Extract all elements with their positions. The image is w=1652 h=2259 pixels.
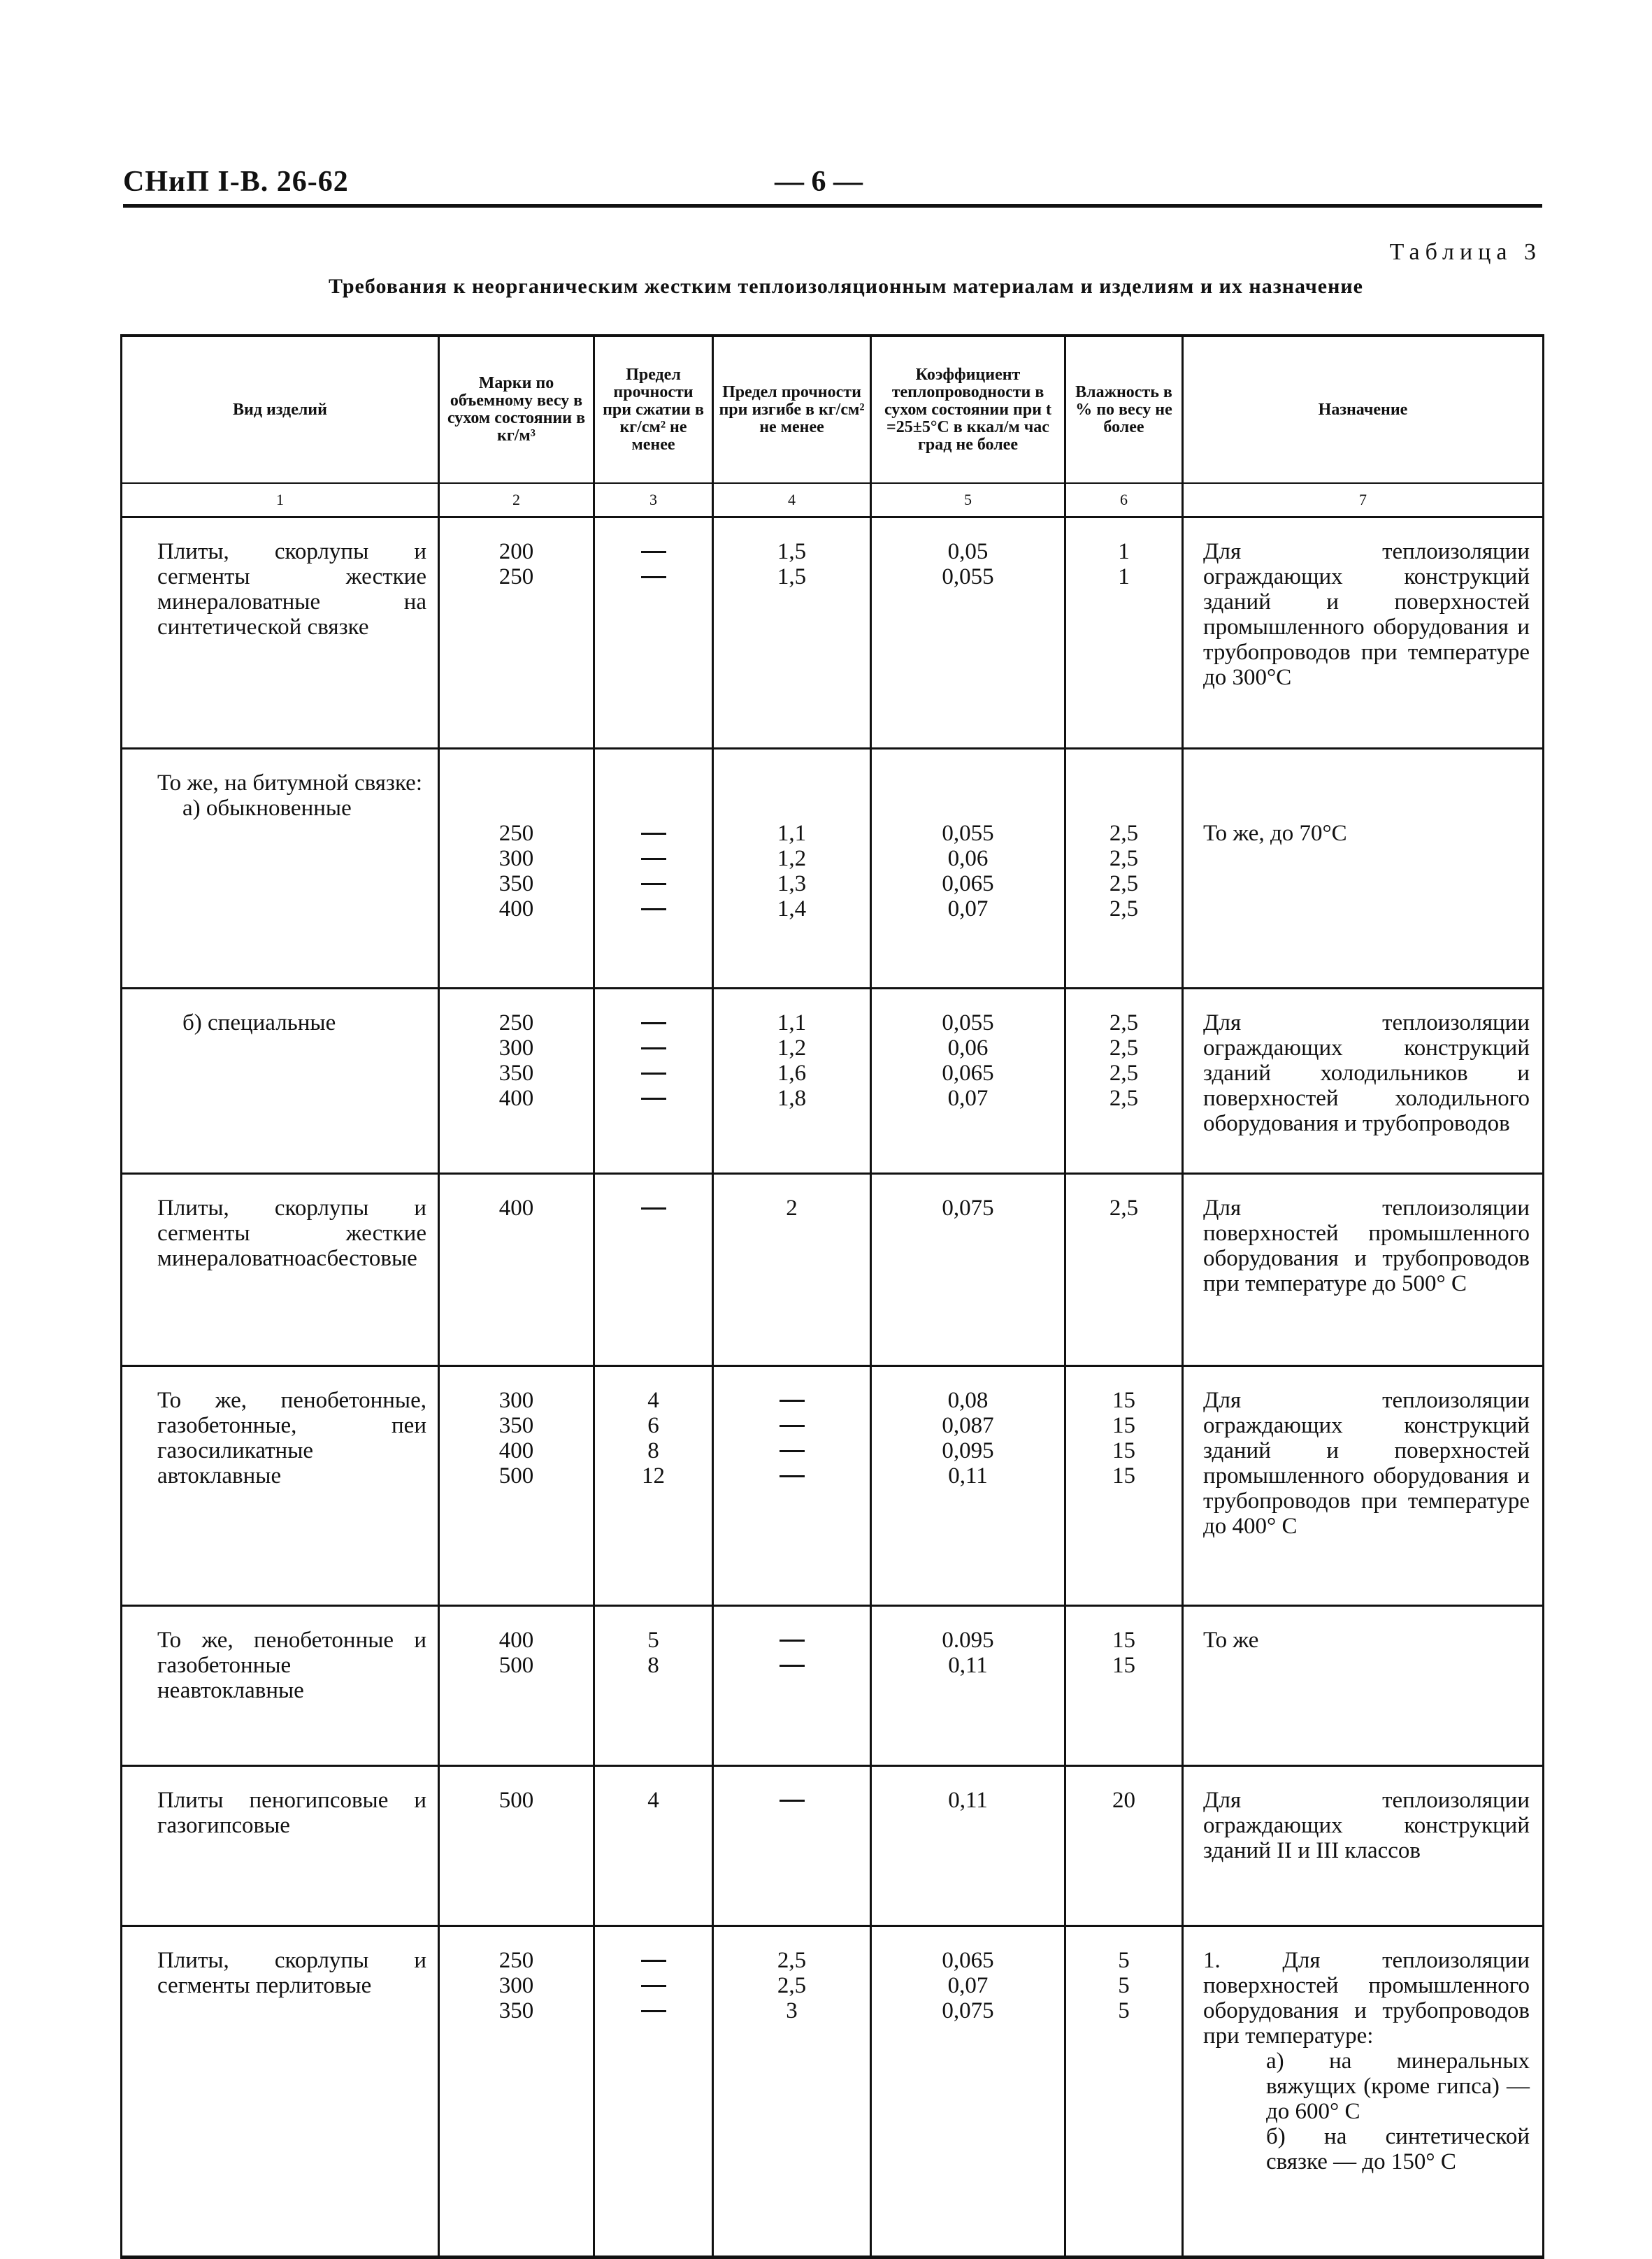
cell-moisture (1065, 1366, 1183, 1606)
kind-text: Плиты, скорлупы и сегменты жесткие минераловатноасбестовые (157, 1196, 426, 1271)
cell-value: 1 (1118, 539, 1130, 564)
dash-mark (641, 1098, 666, 1100)
spacer (1066, 770, 1181, 796)
cell-kind (122, 517, 439, 749)
cell-value: 15 (1112, 1653, 1135, 1678)
table-label: Таблица 3 (1389, 239, 1542, 265)
cell-value: 15 (1112, 1628, 1135, 1653)
cell-compression (594, 1174, 713, 1366)
cell-bending (713, 989, 871, 1174)
column-number: 7 (1183, 483, 1544, 517)
dash-mark (641, 908, 666, 910)
cell-value (714, 1413, 870, 1438)
spacer (440, 796, 593, 821)
kind-text: Плиты пеногипсовые и газогипсовые (157, 1788, 426, 1838)
col-header-compression: Предел прочности при сжатии в кг/см² не менее (594, 336, 713, 483)
cell-value: 0,055 (942, 564, 994, 589)
dash-mark (780, 1665, 805, 1667)
purpose-text: Для теплоизоляции ограждающих конструкций зданий II и III классов (1203, 1788, 1530, 1863)
dash-mark (641, 883, 666, 885)
requirements-table (120, 334, 1544, 2259)
cell-value: 0,087 (942, 1413, 994, 1438)
cell-value: 0,11 (948, 1463, 988, 1489)
spacer (1203, 796, 1530, 821)
cell-value: 200 (498, 539, 534, 564)
kind-text: То же, пенобетонные и газобетонные неавтоклавные (157, 1628, 426, 1703)
dash-mark (641, 1207, 666, 1210)
cell-value: 400 (498, 1438, 534, 1463)
cell-compression (594, 1926, 713, 2258)
cell-value: 350 (498, 1413, 534, 1438)
cell-purpose (1183, 517, 1544, 749)
spacer (1203, 770, 1530, 796)
cell-value (595, 896, 712, 921)
cell-value: 5 (1118, 1948, 1130, 1973)
kind-text: То же, на битумной связке: (157, 770, 422, 796)
cell-value (714, 1463, 870, 1489)
dash-mark (780, 1400, 805, 1402)
table-row (122, 1926, 1544, 2258)
cell-value: 2,5 (1109, 1010, 1139, 1035)
cell-value: 350 (498, 1061, 534, 1086)
dash-mark (641, 1073, 666, 1075)
cell-marks (439, 1766, 594, 1926)
cell-conductivity (871, 1366, 1065, 1606)
cell-moisture (1065, 989, 1183, 1174)
cell-value: 1,5 (777, 539, 807, 564)
cell-value: 0,055 (942, 821, 994, 846)
cell-bending (713, 1174, 871, 1366)
cell-value: 250 (498, 1010, 534, 1035)
cell-value: 0,11 (948, 1788, 988, 1813)
dash-mark (780, 1640, 805, 1642)
column-number: 2 (439, 483, 594, 517)
cell-conductivity (871, 1766, 1065, 1926)
spacer (714, 796, 870, 821)
cell-value: 15 (1112, 1438, 1135, 1463)
table-row (122, 749, 1544, 989)
cell-compression (594, 1606, 713, 1766)
cell-value (595, 1948, 712, 1973)
cell-value: 1 (1118, 564, 1130, 589)
cell-value: 0.095 (942, 1628, 994, 1653)
cell-marks (439, 1926, 594, 2258)
kind-text: Плиты, скорлупы и сегменты перлитовые (157, 1948, 426, 1998)
cell-value: 0,07 (947, 1086, 989, 1111)
cell-compression (594, 517, 713, 749)
purpose-sub-b: б) на синтетической связке — до 150° С (1266, 2124, 1530, 2174)
cell-value: 1,5 (777, 564, 807, 589)
cell-moisture (1065, 1606, 1183, 1766)
cell-value (595, 846, 712, 871)
col-header-moisture: Влажность в % по весу не более (1065, 336, 1183, 483)
cell-value: 15 (1112, 1463, 1135, 1489)
cell-moisture (1065, 749, 1183, 989)
cell-value: 0,065 (942, 871, 994, 896)
cell-value: 4 (647, 1388, 659, 1413)
cell-value: 1,4 (777, 896, 807, 921)
cell-value: 0,065 (942, 1948, 994, 1973)
column-number: 5 (871, 483, 1065, 517)
purpose-text: То же (1203, 1628, 1259, 1653)
dash-mark (641, 551, 666, 553)
cell-value: 300 (498, 1973, 534, 1998)
dash-mark (780, 1450, 805, 1452)
purpose-text: Для теплоизоляции ограждающих конструкций зданий и поверхностей промышленного оборудования и трубопроводов при температуре до 400° С (1203, 1388, 1530, 1539)
cell-purpose (1183, 1174, 1544, 1366)
cell-moisture (1065, 1174, 1183, 1366)
cell-value: 350 (498, 1998, 534, 2023)
column-number: 4 (713, 483, 871, 517)
cell-value: 2,5 (1109, 871, 1139, 896)
cell-value: 4 (647, 1788, 659, 1813)
cell-conductivity (871, 517, 1065, 749)
cell-value: 0,065 (942, 1061, 994, 1086)
header-rule (123, 204, 1542, 208)
cell-value: 400 (498, 896, 534, 921)
cell-value: 1,2 (777, 1035, 807, 1061)
column-number: 3 (594, 483, 713, 517)
cell-marks (439, 989, 594, 1174)
col-header-kind: Вид изделий (122, 336, 439, 483)
cell-value (714, 1628, 870, 1653)
cell-marks (439, 1366, 594, 1606)
cell-value (714, 1788, 870, 1813)
cell-kind (122, 1606, 439, 1766)
cell-value: 12 (642, 1463, 665, 1489)
kind-text: То же, пенобетонные, газобетонные, пеи газосиликатные автоклавные (157, 1388, 426, 1489)
cell-value (595, 564, 712, 589)
cell-kind (122, 989, 439, 1174)
cell-value: 0,075 (942, 1196, 994, 1221)
cell-value: 0,08 (947, 1388, 989, 1413)
spacer (872, 796, 1064, 821)
cell-value: 0,07 (947, 1973, 989, 1998)
cell-value: 300 (498, 846, 534, 871)
cell-value: 500 (498, 1463, 534, 1489)
cell-value: 2,5 (1109, 1086, 1139, 1111)
cell-kind (122, 1366, 439, 1606)
cell-purpose (1183, 1926, 1544, 2258)
cell-value: 2,5 (777, 1973, 807, 1998)
cell-value: 250 (498, 1948, 534, 1973)
cell-value (595, 1086, 712, 1111)
cell-compression (594, 989, 713, 1174)
spacer (440, 770, 593, 796)
cell-compression (594, 1766, 713, 1926)
cell-value: 1,8 (777, 1086, 807, 1111)
cell-value: 8 (647, 1653, 659, 1678)
cell-value: 15 (1112, 1413, 1135, 1438)
cell-value: 1,1 (777, 1010, 807, 1035)
dash-mark (641, 2010, 666, 2012)
dash-mark (641, 1960, 666, 1962)
cell-value (595, 871, 712, 896)
dash-mark (641, 1985, 666, 1987)
cell-value: 1,6 (777, 1061, 807, 1086)
cell-bending (713, 749, 871, 989)
dash-mark (641, 576, 666, 578)
cell-value (595, 1035, 712, 1061)
dash-mark (641, 1047, 666, 1049)
purpose-sub-a: а) на минеральных вяжущих (кроме гипса) — до 600° С (1266, 2049, 1530, 2124)
cell-value: 2 (786, 1196, 798, 1221)
cell-value (595, 1061, 712, 1086)
table-row (122, 1366, 1544, 1606)
cell-value (595, 821, 712, 846)
dash-mark (641, 858, 666, 860)
cell-purpose (1183, 1606, 1544, 1766)
cell-value: 0,075 (942, 1998, 994, 2023)
cell-purpose (1183, 1366, 1544, 1606)
dash-mark (780, 1475, 805, 1477)
spacer (1066, 796, 1181, 821)
cell-value (714, 1438, 870, 1463)
table-row (122, 1606, 1544, 1766)
cell-bending (713, 1926, 871, 2258)
cell-value: 6 (647, 1413, 659, 1438)
table-row (122, 1766, 1544, 1926)
cell-conductivity (871, 749, 1065, 989)
table-row (122, 1174, 1544, 1366)
cell-value: 0,06 (947, 1035, 989, 1061)
cell-bending (713, 1606, 871, 1766)
kind-text: Плиты, скорлупы и сегменты жесткие минераловатные на синтетической связке (157, 539, 426, 640)
cell-value: 5 (647, 1628, 659, 1653)
column-number-row (122, 483, 1544, 517)
cell-value: 2,5 (1109, 846, 1139, 871)
cell-value: 0,055 (942, 1010, 994, 1035)
cell-kind (122, 1926, 439, 2258)
spacer (872, 770, 1064, 796)
cell-value: 0,095 (942, 1438, 994, 1463)
cell-value: 5 (1118, 1973, 1130, 1998)
cell-conductivity (871, 1174, 1065, 1366)
col-header-purpose: Назначение (1183, 336, 1544, 483)
table-row (122, 517, 1544, 749)
cell-purpose (1183, 749, 1544, 989)
document-code: СНиП I-В. 26-62 (123, 166, 349, 198)
dash-mark (780, 1800, 805, 1802)
cell-marks (439, 1174, 594, 1366)
cell-value: 300 (498, 1388, 534, 1413)
cell-purpose (1183, 1766, 1544, 1926)
purpose-text: То же, до 70°С (1203, 821, 1347, 846)
cell-value: 2,5 (1109, 821, 1139, 846)
cell-value (714, 1388, 870, 1413)
dash-mark (641, 1022, 666, 1024)
cell-value: 3 (786, 1998, 798, 2023)
cell-moisture (1065, 1926, 1183, 2258)
cell-conductivity (871, 1606, 1065, 1766)
page-number: — 6 — (775, 166, 863, 198)
cell-compression (594, 1366, 713, 1606)
cell-value: 1,3 (777, 871, 807, 896)
cell-value: 300 (498, 1035, 534, 1061)
cell-marks (439, 1606, 594, 1766)
cell-value (714, 1653, 870, 1678)
cell-value: 250 (498, 564, 534, 589)
purpose-text: Для теплоизоляции поверхностей промышленного оборудования и трубопроводов при температуре до 500° С (1203, 1196, 1530, 1296)
cell-value: 400 (498, 1086, 534, 1111)
cell-kind (122, 1174, 439, 1366)
dash-mark (641, 833, 666, 835)
spacer (714, 770, 870, 796)
cell-value: 2,5 (1109, 1035, 1139, 1061)
cell-bending (713, 1366, 871, 1606)
cell-value: 500 (498, 1653, 534, 1678)
cell-value: 500 (498, 1788, 534, 1813)
cell-value: 400 (498, 1628, 534, 1653)
col-header-bending: Предел прочности при изгибе в кг/см² не менее (713, 336, 871, 483)
column-number: 1 (122, 483, 439, 517)
cell-value: 0,07 (947, 896, 989, 921)
spacer (595, 796, 712, 821)
cell-conductivity (871, 1926, 1065, 2258)
dash-mark (780, 1425, 805, 1427)
cell-value: 250 (498, 821, 534, 846)
spacer (595, 770, 712, 796)
kind-subtext: а) обыкновенные (182, 796, 352, 821)
cell-value: 1,1 (777, 821, 807, 846)
cell-value: 400 (498, 1196, 534, 1221)
cell-bending (713, 517, 871, 749)
cell-value: 2,5 (777, 1948, 807, 1973)
col-header-marks: Марки по объемному весу в сухом состоянии в кг/м³ (439, 336, 594, 483)
cell-moisture (1065, 1766, 1183, 1926)
cell-marks (439, 749, 594, 989)
cell-value: 1,2 (777, 846, 807, 871)
cell-value (595, 1998, 712, 2023)
cell-value (595, 1973, 712, 1998)
cell-value: 5 (1118, 1998, 1130, 2023)
cell-value: 0,05 (947, 539, 989, 564)
cell-value: 20 (1112, 1788, 1135, 1813)
purpose-text: 1. Для теплоизоляции поверхностей промышленного оборудования и трубопроводов при температуре: (1203, 1948, 1530, 2049)
cell-kind (122, 1766, 439, 1926)
col-header-conductivity: Коэффициент теплопроводности в сухом состоянии при t =25±5°С в ккал/м час град не более (871, 336, 1065, 483)
column-number: 6 (1065, 483, 1183, 517)
cell-moisture (1065, 517, 1183, 749)
header-row (122, 336, 1544, 483)
cell-value (595, 1196, 712, 1221)
cell-value: 350 (498, 871, 534, 896)
cell-value: 2,5 (1109, 1196, 1139, 1221)
cell-value: 2,5 (1109, 1061, 1139, 1086)
cell-value: 0,06 (947, 846, 989, 871)
table-title: Требования к неорганическим жестким теплоизоляционным материалам и изделиям и их назначение (329, 275, 1363, 298)
purpose-text: Для теплоизоляции ограждающих конструкций зданий и поверхностей промышленного оборудования и трубопроводов при температуре до 300°С (1203, 539, 1530, 690)
cell-compression (594, 749, 713, 989)
cell-conductivity (871, 989, 1065, 1174)
cell-value: 15 (1112, 1388, 1135, 1413)
kind-text: б) специальные (182, 1010, 336, 1035)
purpose-text: Для теплоизоляции ограждающих конструкций зданий холодильников и поверхностей холодильного оборудования и трубопроводов (1203, 1010, 1530, 1136)
cell-value: 8 (647, 1438, 659, 1463)
cell-value: 0,11 (948, 1653, 988, 1678)
table-row (122, 989, 1544, 1174)
cell-marks (439, 517, 594, 749)
cell-kind (122, 749, 439, 989)
cell-bending (713, 1766, 871, 1926)
cell-value (595, 539, 712, 564)
cell-value: 2,5 (1109, 896, 1139, 921)
cell-value (595, 1010, 712, 1035)
cell-purpose (1183, 989, 1544, 1174)
